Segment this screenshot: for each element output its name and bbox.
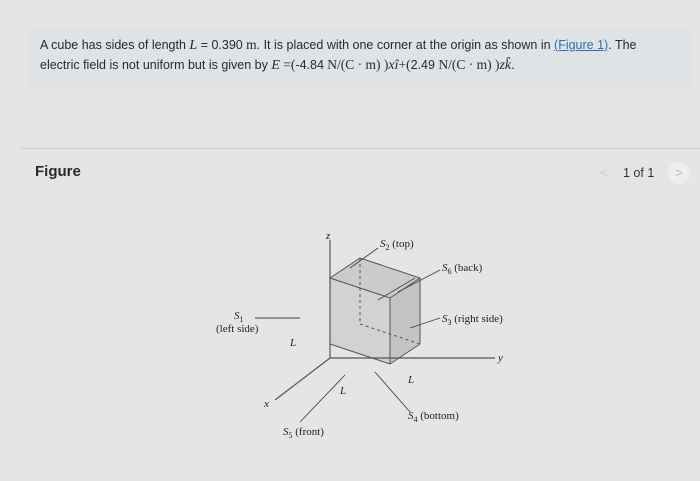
s2-symbol: S <box>380 238 386 250</box>
s2-text: (top) <box>389 238 414 250</box>
length-value: 0.390 <box>211 38 243 52</box>
term-x-i: xî <box>388 58 399 73</box>
text-segment: =( <box>279 57 296 72</box>
cube-diagram <box>0 190 700 476</box>
label-s5-front <box>283 426 324 440</box>
s6-text: (back) <box>451 262 483 274</box>
s3-text: (right side) <box>451 313 503 325</box>
s2-subscript: 2 <box>385 243 390 252</box>
length-label-front: L <box>340 385 347 397</box>
problem-statement <box>30 26 690 88</box>
s6-symbol: S <box>442 262 448 274</box>
text-segment: = <box>197 38 212 52</box>
s4-text: (bottom) <box>417 410 459 422</box>
figure-title: Figure <box>35 163 81 180</box>
label-s6-back <box>442 262 482 276</box>
label-s4-bottom <box>408 410 459 424</box>
label-s2-top <box>380 238 414 252</box>
problem-text <box>40 35 680 75</box>
s6-subscript: 6 <box>447 267 452 276</box>
term-z-k: zk̂ <box>499 58 512 73</box>
s1-subscript: 1 <box>239 315 244 324</box>
s4-subscript: 4 <box>413 415 418 424</box>
coefficient-1: -4.84 <box>295 58 324 72</box>
y-axis-label: y <box>498 352 503 364</box>
coefficient-2: 2.49 <box>410 58 435 72</box>
unit-2: N/(C · m) ) <box>434 57 500 72</box>
text-segment: . The <box>608 38 637 52</box>
length-label-left: L <box>290 337 297 349</box>
length-unit: m <box>242 37 257 52</box>
s3-subscript: 3 <box>447 318 452 327</box>
var-L: L <box>189 38 198 53</box>
z-axis-label: z <box>326 230 331 242</box>
length-label-right: L <box>408 374 415 386</box>
x-axis <box>275 358 330 400</box>
text-segment: . It is placed with one corner at the origin as shown in <box>256 38 555 52</box>
cube-drawing <box>0 190 700 476</box>
figure-count: 1 of 1 <box>623 166 655 180</box>
label-s3-right <box>442 313 503 327</box>
figure-link[interactable]: (Figure 1) <box>554 38 609 52</box>
s5-text: (front) <box>292 426 324 438</box>
s1-symbol: S <box>234 310 240 322</box>
s3-symbol: S <box>442 313 448 325</box>
text-segment: +( <box>398 57 411 72</box>
s4-symbol: S <box>408 410 414 422</box>
unit-1: N/(C · m) ) <box>323 57 389 72</box>
var-E: E <box>271 58 280 73</box>
text-segment: electric field is not uniform but is given by <box>40 58 272 72</box>
s5-symbol: S <box>283 426 289 438</box>
s5-subscript: 5 <box>288 431 293 440</box>
x-axis-label: x <box>264 398 269 410</box>
previous-figure-button[interactable]: < <box>600 165 608 180</box>
divider <box>20 148 700 149</box>
text-segment: A cube has sides of length <box>40 38 190 52</box>
label-s1-symbol <box>234 310 244 324</box>
label-s1-left: (left side) <box>216 323 259 335</box>
text-segment: . <box>511 58 515 72</box>
next-figure-button[interactable]: > <box>668 162 690 184</box>
